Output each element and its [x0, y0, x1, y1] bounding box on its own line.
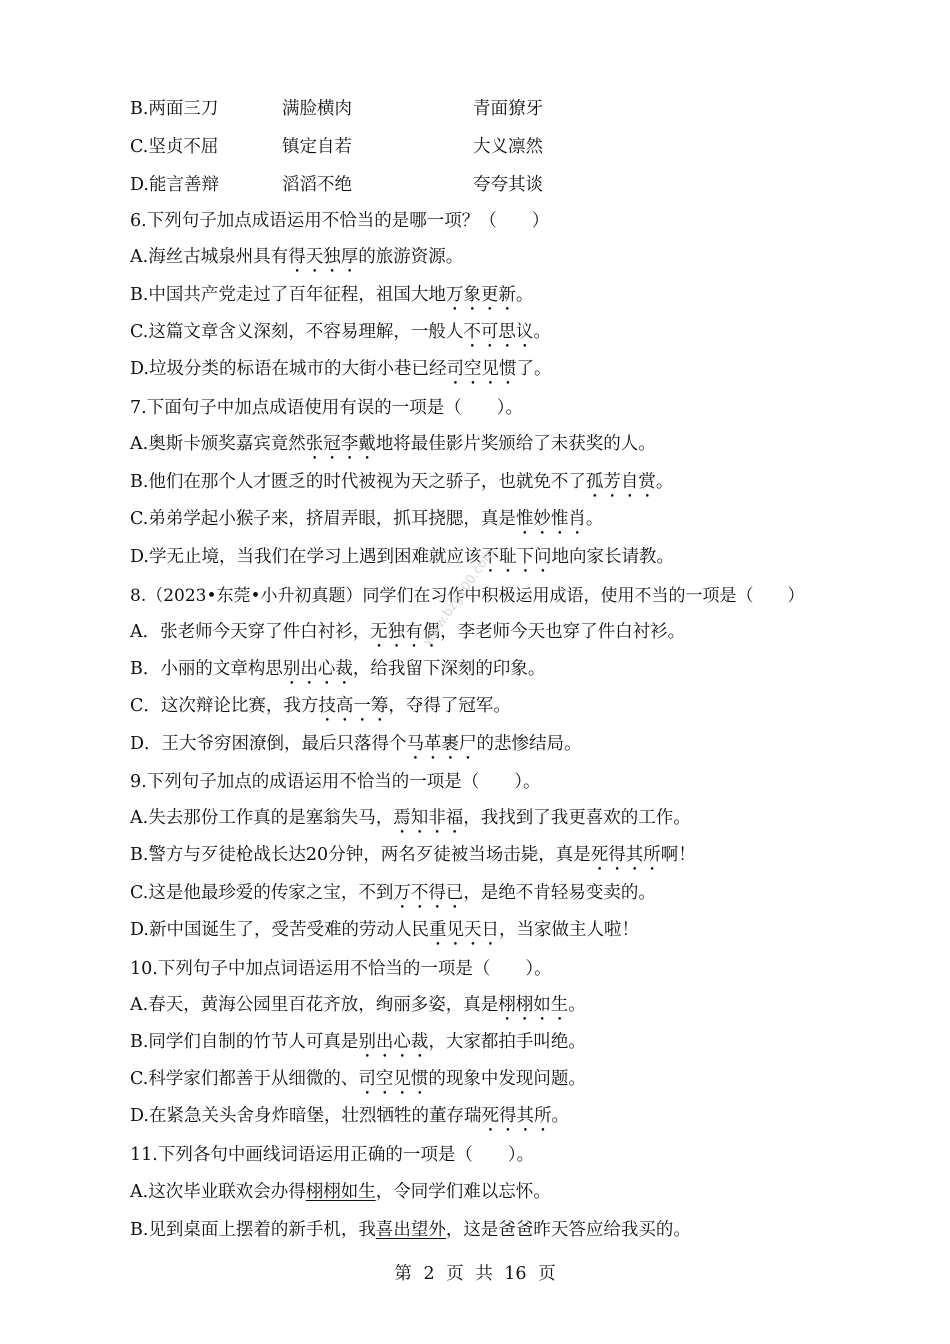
q10-option-b-tail: ，大家都拍手叫绝。	[428, 1032, 586, 1052]
q11-option-b	[130, 1218, 691, 1242]
q5-option-b-label: B.两面三刀	[130, 99, 219, 119]
q6-option-d-text: D.垃圾分类的标语在城市的大街小巷已经	[130, 359, 447, 379]
q5-option-b-word2: 满脸横肉	[282, 99, 352, 119]
q10-option-d	[130, 1104, 569, 1128]
q8-option-c-tail: ，夺得了冠军。	[388, 696, 511, 716]
q11-stem: 11.下列各句中画线词语运用正确的一项是（ ）。	[130, 1145, 535, 1165]
q8-option-a-idiom: 无独有偶	[370, 622, 441, 642]
q11-option-b-text: B.见到桌面上摆着的新手机，我	[130, 1220, 376, 1240]
q10-option-a-tail: 。	[568, 995, 586, 1015]
q7-option-a	[130, 432, 656, 456]
q7-option-c-tail: 。	[585, 509, 604, 529]
q6-stem: 6.下列句子加点成语运用不恰当的是哪一项？（ ）	[130, 211, 550, 231]
q8-option-c	[130, 694, 511, 718]
q10-option-b	[130, 1030, 586, 1054]
q6-option-c	[130, 320, 551, 344]
q9-option-b-tail: 啊！	[660, 845, 696, 865]
q8-option-b-text: B．小丽的文章构思	[130, 659, 283, 679]
q6-option-b-tail: 。	[515, 285, 534, 305]
q11-option-b-tail: ，这是爸爸昨天答应给我买的。	[445, 1220, 691, 1240]
q10-option-b-text: B.同学们自制的竹节人可真是	[130, 1032, 359, 1052]
page-footer: 第 2 页 共 16 页	[394, 1264, 556, 1284]
q8-stem: 8.（2023•东莞•小升初真题）同学们在习作中积极运用成语，使用不当的一项是（ ）	[130, 586, 805, 606]
q6-option-a-idiom: 得天独厚	[288, 247, 359, 267]
q7-option-a-idiom: 张冠李戴	[305, 434, 376, 454]
q7-option-b-tail: 。	[655, 472, 674, 492]
q9-option-d-idiom: 重见天日	[428, 920, 499, 940]
q7-option-b-idiom: 孤芳自赏	[585, 472, 656, 492]
q8-option-d-tail: 的悲惨结局。	[476, 734, 582, 754]
q7-option-a-tail: 地将最佳影片奖颁给了未获奖的人。	[375, 434, 656, 454]
q6-option-d-idiom: 司空见惯	[446, 359, 517, 379]
q5-option-b-word3: 青面獠牙	[473, 99, 543, 119]
q8-option-b	[130, 657, 545, 681]
q9-option-a-text: A.失去那份工作真的是塞翁失马，	[130, 808, 394, 828]
q8-option-d-text: D．王大爷穷困潦倒，最后只落得个	[130, 734, 407, 754]
q9-option-c-idiom: 万不得已	[393, 883, 464, 903]
q9-option-d-text: D.新中国诞生了，受苦受难的劳动人民	[130, 920, 429, 940]
q7-option-c-text: C.弟弟学起小猴子来，挤眉弄眼，抓耳挠腮，真是	[130, 509, 516, 529]
q9-option-a-idiom: 焉知非福	[393, 808, 464, 828]
q9-option-c-text: C.这是他最珍爱的传家之宝，不到	[130, 883, 394, 903]
q11-option-a-text: A.这次毕业联欢会办得	[130, 1182, 306, 1202]
q10-option-a	[130, 993, 586, 1017]
q10-option-d-text: D.在紧急关头舍身炸暗堡，壮烈牺牲的董存瑞	[130, 1106, 482, 1126]
q9-option-b-idiom: 死得其所	[590, 845, 661, 865]
q8-option-a-tail: ，李老师今天也穿了件白衬衫。	[440, 622, 686, 642]
q9-option-b	[130, 843, 696, 867]
q5-option-d-word2: 滔滔不绝	[282, 175, 352, 195]
q7-option-c	[130, 507, 603, 531]
q7-option-b-text: B.他们在那个人才匮乏的时代被视为天之骄子，也就免不了	[130, 472, 586, 492]
q9-option-d	[130, 918, 639, 942]
q8-option-a-text: A．张老师今天穿了件白衬衫，	[130, 622, 371, 642]
q6-option-c-text: C.这篇文章含义深刻，不容易理解，一般人	[130, 322, 464, 342]
q5-option-c-label: C.坚贞不屈	[130, 137, 219, 157]
q10-option-c	[130, 1067, 586, 1091]
q11-option-a-underlined: 栩栩如生	[305, 1182, 376, 1202]
q10-option-d-tail: 。	[551, 1106, 569, 1126]
q7-stem: 7.下面句子中加点成语使用有误的一项是（ ）。	[130, 398, 523, 418]
q9-option-c	[130, 881, 656, 905]
q6-option-a-text: A.海丝古城泉州具有	[130, 247, 289, 267]
q9-option-a-tail: ，我找到了我更喜欢的工作。	[463, 808, 691, 828]
q9-option-b-text: B.警方与歹徒枪战长达20分钟，两名歹徒被当场击毙，真是	[130, 845, 591, 865]
q9-option-d-tail: ，当家做主人啦！	[498, 920, 639, 940]
q8-option-a	[130, 620, 685, 644]
q6-option-d-tail: 了。	[516, 359, 552, 379]
q8-option-d	[130, 732, 582, 756]
watermark: www.bzg100.com	[420, 545, 499, 649]
q7-option-d	[130, 545, 674, 569]
q11-option-a	[130, 1180, 551, 1204]
q9-stem: 9.下列句子加点的成语运用不恰当的一项是（ ）。	[130, 772, 541, 792]
q10-option-c-text: C.科学家们都善于从细微的、	[130, 1069, 359, 1089]
q8-option-c-text: C．这次辩论比赛，我方	[130, 696, 319, 716]
q10-option-d-idiom: 死得其所	[481, 1106, 552, 1126]
q7-option-d-tail: 地向家长请教。	[551, 547, 674, 567]
q9-option-c-tail: ，是绝不肯轻易变卖的。	[463, 883, 656, 903]
q5-option-c-word3: 大义凛然	[473, 137, 543, 157]
q6-option-a-tail: 的旅游资源。	[358, 247, 464, 267]
q6-option-a	[130, 245, 463, 269]
q10-option-c-tail: 的现象中发现问题。	[428, 1069, 586, 1089]
q9-option-a	[130, 806, 691, 830]
q5-option-c-word2: 镇定自若	[282, 137, 352, 157]
q8-option-d-idiom: 马革裹尸	[406, 734, 477, 754]
q7-option-d-text: D.学无止境，当我们在学习上遇到困难就应该	[130, 547, 482, 567]
q8-option-b-tail: ，给我留下深刻的印象。	[352, 659, 546, 679]
q7-option-a-text: A.奥斯卡颁奖嘉宾竟然	[130, 434, 306, 454]
q7-option-c-idiom: 惟妙惟肖	[515, 509, 586, 529]
q6-option-b-idiom: 万象更新	[445, 285, 516, 305]
q8-option-b-idiom: 别出心裁	[282, 659, 353, 679]
q10-option-c-idiom: 司空见惯	[358, 1069, 429, 1089]
q10-option-a-text: A.春天，黄海公园里百花齐放，绚丽多姿，真是	[130, 995, 499, 1015]
q6-option-c-idiom: 不可思议	[463, 322, 534, 342]
q6-option-b	[130, 283, 533, 307]
q8-option-c-idiom: 技高一筹	[318, 696, 389, 716]
q10-stem: 10.下列句子中加点词语运用不恰当的一项是（ ）。	[130, 959, 552, 979]
q5-option-d-label: D.能言善辩	[130, 175, 219, 195]
q6-option-d	[130, 357, 551, 381]
q7-option-d-idiom: 不耻下问	[481, 547, 552, 567]
q10-option-b-idiom: 别出心裁	[358, 1032, 429, 1052]
q11-option-b-underlined: 喜出望外	[375, 1220, 446, 1240]
q6-option-c-tail: 。	[533, 322, 551, 342]
q6-option-b-text: B.中国共产党走过了百年征程，祖国大地	[130, 285, 446, 305]
q10-option-a-idiom: 栩栩如生	[498, 995, 569, 1015]
q7-option-b	[130, 470, 673, 494]
q5-option-d-word3: 夸夸其谈	[473, 175, 543, 195]
q11-option-a-tail: ，令同学们难以忘怀。	[375, 1182, 551, 1202]
